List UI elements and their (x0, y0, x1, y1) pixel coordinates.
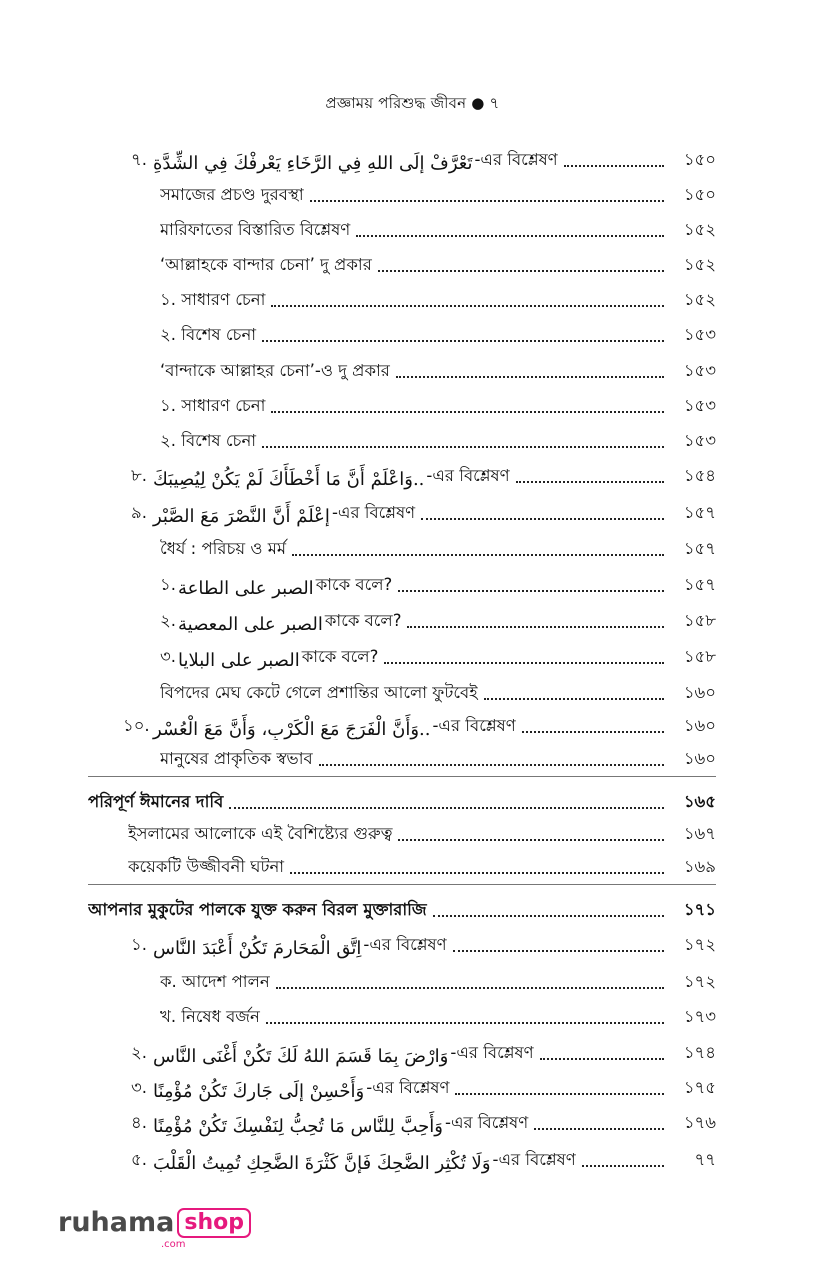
toc-entry-page: ৭৭ (694, 1150, 716, 1169)
toc-entry (128, 851, 716, 881)
toc-dot-leader (229, 807, 664, 809)
toc-entry-label: কয়েকটি উজ্জীবনী ঘটনা (128, 857, 285, 876)
toc-dot-leader (276, 987, 664, 989)
section-divider (88, 884, 716, 885)
toc-entry-arabic: وَأَحِبَّ لِلنَّاسِ مَا تُحِبُّ لِنَفْسِكَ تَكُنْ مُؤْمِنًا (153, 1116, 443, 1137)
toc-entry-number: ১০. (123, 716, 150, 735)
toc-entry-label: -এর বিশ্লেষণ (331, 503, 416, 522)
toc-entry-label: -এর বিশ্লেষণ (426, 466, 510, 485)
toc-entry-label: বিপদের মেঘ কেটে গেলে প্রশান্তির আলো ফুটবেই (160, 683, 478, 702)
toc-dot-leader (262, 446, 664, 448)
toc-entry-label: খ. নিষেধ বর্জন (160, 1007, 260, 1026)
toc-entry-page: ১৫২ (683, 220, 716, 239)
toc-entry-page: ১৫৭ (683, 539, 716, 558)
toc-entry-label: ১. সাধারণ চেনা (160, 396, 266, 415)
toc-dot-leader (540, 1058, 664, 1060)
toc-entry (160, 284, 716, 314)
toc-entry-label: মানুষের প্রাকৃতিক স্বভাব (160, 749, 313, 768)
section-divider (88, 776, 716, 777)
toc-entry-label: ২. (160, 611, 176, 630)
toc-dot-leader (271, 411, 664, 413)
toc-entry (123, 497, 716, 527)
toc-dot-leader (310, 200, 664, 202)
toc-entry-label: ১. (160, 575, 176, 594)
toc-entry-page: ১৬০ (683, 716, 716, 735)
toc-dot-leader (292, 554, 664, 556)
toc-dot-leader (266, 1022, 664, 1024)
toc-entry (160, 355, 716, 385)
toc-entry-label: ‘আল্লাহকে বান্দার চেনা’ দু প্রকার (160, 255, 372, 274)
toc-entry-arabic: وَأَنَّ الْفَرَجَ مَعَ الْكَرْبِ، وَأَنَّ مَعَ الْعُسْرِ.. (153, 719, 431, 740)
toc-entry (123, 1107, 716, 1137)
toc-dot-leader (453, 950, 664, 952)
toc-entry (160, 966, 716, 996)
toc-entry-page: ১৬৭ (683, 824, 716, 843)
toc-entry (160, 641, 716, 671)
toc-entry-page: ১৬৯ (683, 857, 716, 876)
toc-entry-label-suffix: কাকে বলে? (301, 647, 379, 666)
toc-entry-page: ১৫৭ (683, 503, 716, 522)
toc-entry-page: ১৫৩ (683, 361, 716, 380)
toc-entry-number: ৫. (131, 1150, 147, 1169)
toc-dot-leader (262, 340, 664, 342)
toc-entry-page: ১৭৫ (683, 1078, 716, 1097)
toc-entry-label: ৩. (160, 647, 176, 666)
toc-entry-label-suffix: কাকে বলে? (324, 611, 402, 630)
toc-dot-leader (484, 698, 664, 700)
toc-dot-leader (319, 764, 664, 766)
toc-dot-leader (516, 481, 664, 483)
toc-entry (160, 677, 716, 707)
toc-entry (160, 743, 716, 773)
toc-entry (160, 214, 716, 244)
toc-entry (123, 929, 716, 959)
toc-entry-label: -এর বিশ্লেষণ (450, 1043, 534, 1062)
toc-entry (160, 390, 716, 420)
toc-entry-label: পরিপূর্ণ ঈমানের দাবি (88, 792, 224, 811)
toc-entry (160, 605, 716, 635)
toc-entry-label: -এর বিশ্লেষণ (432, 716, 516, 735)
toc-entry-label: ‘বান্দাকে আল্লাহর চেনা’-ও দু প্রকার (160, 361, 390, 380)
toc-entry-page: ১৫২ (683, 255, 716, 274)
toc-entry-label: ধৈর্য : পরিচয় ও মর্ম (160, 539, 287, 558)
toc-entry-page: ১৭২ (683, 935, 716, 954)
toc-entry (128, 818, 716, 848)
toc-entry-number: ৪. (131, 1113, 147, 1132)
toc-dot-leader (534, 1128, 664, 1130)
toc-entry-label-suffix: কাকে বলে? (315, 575, 393, 594)
logo-ruhama-text: ruhama (58, 1207, 175, 1238)
toc-entry-page: ১৬০ (683, 749, 716, 768)
toc-entry (160, 249, 716, 279)
toc-entry-label: -এর বিশ্লেষণ (363, 935, 447, 954)
toc-dot-leader (271, 305, 664, 307)
toc-entry-label: ২. বিশেষ চেনা (160, 431, 257, 450)
toc-entry-page: ১৫৪ (683, 466, 716, 485)
toc-dot-leader (398, 839, 664, 841)
toc-entry-label: ২. বিশেষ চেনা (160, 325, 257, 344)
toc-dot-leader (421, 518, 664, 520)
toc-dot-leader (378, 270, 664, 272)
toc-entry-label: -এর বিশ্লেষণ (492, 1150, 576, 1169)
toc-dot-leader (522, 731, 664, 733)
toc-entry (123, 144, 716, 174)
toc-entry-page: ১৭১ (683, 900, 716, 919)
toc-entry-arabic: اِتَّقِ الْمَحَارِمَ تَكُنْ أَعْبَدَ النَّاسِ (153, 938, 362, 959)
toc-entry-arabic: وَارْضَ بِمَا قَسَمَ اللهُ لَكَ تَكُنْ أَغْنَى النَّاسِ (153, 1046, 449, 1067)
ruhamashop-logo (58, 1207, 251, 1250)
toc-dot-leader (398, 590, 664, 592)
toc-entry-page: ১৫০ (683, 150, 716, 169)
toc-entry-page: ১৬০ (683, 683, 716, 702)
toc-entry-arabic: وَأَحْسِنْ إِلَى جَارِكَ تَكُنْ مُؤْمِنًا (153, 1081, 365, 1102)
toc-entry-arabic: وَلَا تُكْثِرِ الضَّحِكَ فَإِنَّ كَثْرَةَ الضَّحِكِ تُمِيتُ الْقَلْبَ (153, 1153, 491, 1174)
toc-entry-page: ১৭২ (683, 972, 716, 991)
running-header: প্রজ্ঞাময় পরিশুদ্ধ জীবন ● ৭ (325, 94, 500, 112)
toc-entry-arabic: وَاعْلَمْ أَنَّ مَا أَخْطَأَكَ لَمْ يَكُنْ لِيُصِيبَكَ.. (153, 469, 425, 490)
toc-dot-leader (356, 235, 664, 237)
toc-entry-page: ১৫২ (683, 290, 716, 309)
toc-entry-number: ৯. (131, 503, 147, 522)
logo-dotcom-text: .com (161, 1239, 186, 1250)
toc-entry-label: মারিফাতের বিস্তারিত বিশ্লেষণ (160, 220, 351, 239)
toc-entry (123, 1144, 716, 1174)
toc-entry-page: ১৫৭ (683, 575, 716, 594)
toc-entry (123, 1072, 716, 1102)
toc-dot-leader (290, 872, 664, 874)
toc-entry-arabic: الصبر على البلايا (177, 650, 300, 671)
toc-entry-page: ১৫৮ (683, 647, 716, 666)
toc-entry (160, 1001, 716, 1031)
toc-entry-label: ইসলামের আলোকে এই বৈশিষ্ট্যের গুরুত্ব (128, 824, 393, 843)
toc-dot-leader (407, 626, 664, 628)
toc-entry-label: ক. আদেশ পালন (160, 972, 270, 991)
toc-entry-page: ১৬৫ (683, 792, 716, 811)
toc-entry-label: -এর বিশ্লেষণ (474, 150, 558, 169)
toc-entry-label: -এর বিশ্লেষণ (445, 1113, 529, 1132)
toc-entry (123, 1037, 716, 1067)
toc-dot-leader (582, 1165, 664, 1167)
toc-entry (123, 710, 716, 740)
toc-entry-page: ১৭৬ (683, 1113, 716, 1132)
toc-entry-arabic: تَعْرَّفْ إِلَى اللهِ فِي الرَّخَاءِ يَعْرِفْكَ فِي الشِّدَّةِ (153, 153, 473, 174)
toc-entry-page: ১৫৮ (683, 611, 716, 630)
toc-entry-label: সমাজের প্রচণ্ড দুরবস্থা (160, 185, 304, 204)
toc-entry (123, 460, 716, 490)
toc-dot-leader (564, 165, 664, 167)
toc-entry-number: ১. (131, 935, 147, 954)
toc-entry (160, 319, 716, 349)
toc-entry (88, 894, 716, 924)
toc-entry (160, 533, 716, 563)
toc-entry-label: আপনার মুকুটের পালকে যুক্ত করুন বিরল মুক্তারাজি (88, 900, 427, 919)
toc-entry-page: ১৫৩ (683, 325, 716, 344)
toc-entry (160, 425, 716, 455)
toc-entry-label: ১. সাধারণ চেনা (160, 290, 266, 309)
toc-entry (160, 569, 716, 599)
toc-entry-arabic: الصبر على المعصية (177, 614, 323, 635)
toc-dot-leader (433, 915, 664, 917)
toc-entry-page: ১৭৩ (683, 1007, 716, 1026)
toc-entry-arabic: إِعْلَمْ أَنَّ النَّصْرَ مَعَ الصَّبْرِ (153, 506, 330, 527)
toc-entry-label: -এর বিশ্লেষণ (366, 1078, 450, 1097)
logo-shop-text: shop (177, 1208, 251, 1238)
toc-entry-arabic: الصبر على الطاعة (177, 578, 314, 599)
toc-entry (88, 786, 716, 816)
toc-entry-number: ৮. (131, 466, 147, 485)
toc-entry-number: ২. (131, 1043, 147, 1062)
toc-entry-number: ৭. (131, 150, 147, 169)
toc-entry-page: ১৫০ (683, 185, 716, 204)
toc-dot-leader (455, 1093, 664, 1095)
toc-entry-number: ৩. (131, 1078, 147, 1097)
toc-entry-page: ১৫৩ (683, 431, 716, 450)
toc-entry-page: ১৫৩ (683, 396, 716, 415)
toc-entry-page: ১৭৪ (683, 1043, 716, 1062)
toc-dot-leader (396, 376, 664, 378)
toc-entry (160, 179, 716, 209)
toc-dot-leader (384, 662, 664, 664)
